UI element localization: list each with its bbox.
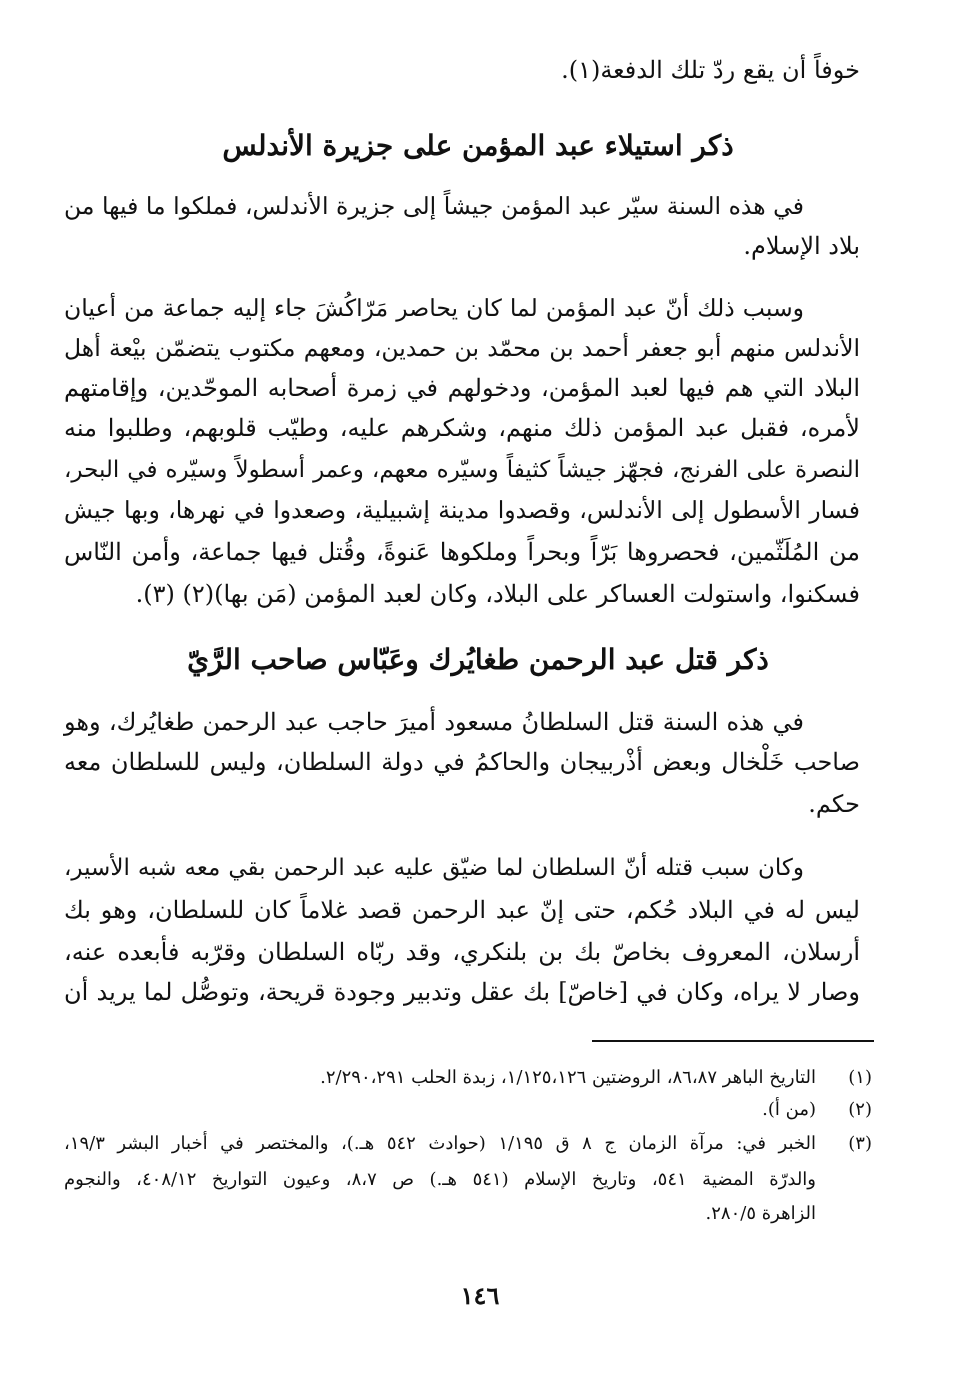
paragraph-line: النصرة على الفرنج، فجهّز جيشاً كثيفاً وسيّره معهم، وعمر أسطولاً وسيّره في البحر، [64,457,860,483]
footnote-rule [592,1040,874,1042]
paragraph-line: في هذه السنة قتل السلطانُ مسعود أميرَ حاجب عبد الرحمن طغايُرك، وهو [64,708,804,736]
section-heading-andalus: ذكر استيلاء عبد المؤمن على جزيرة الأندلس [222,129,734,162]
footnote-text: التاريخ الباهر ٨٦،٨٧، الروضتين ١/١٢٥،١٢٦، زبدة الحلب ٢/٢٩٠،٢٩١. [320,1067,816,1088]
footnote-number: (١) [848,1067,872,1088]
footnote-text: (من أ). [762,1099,816,1120]
paragraph-line: فسار الأسطول إلى الأندلس، وقصدوا مدينة إشبيلية، وصعدوا في نهرها، وبها جيش [64,496,860,524]
paragraph-line: وكان سبب قتله أنّ السلطان لما ضيّق عليه عبد الرحمن بقي معه شبه الأسير، [64,855,804,881]
paragraph-line: من المُلَثّمين، فحصروها بَرّاً وبحراً وملكوها عَنوةً، وقُتل فيها جماعة، وأمن النّاس [64,538,860,566]
paragraph-line: حكم. [808,790,860,818]
paragraph-line: في هذه السنة سيّر عبد المؤمن جيشاً إلى جزيرة الأندلس، فملكوا ما فيها من [64,192,804,220]
paragraph-line: أرسلان، المعروف بخاصّ بك بن بلنكري، وقد ربّاه السلطان وقرّبه فأبعده عنه، [64,938,860,966]
footnote-number: (٣) [848,1133,872,1154]
footnote-text: والدرّة المضية ٥٤١، وتاريخ الإسلام (٥٤١ هـ.) ص ٨،٧، وعيون التواريخ ٤٠٨/١٢، والنجوم [64,1169,817,1190]
footnote-text: الزاهرة ٢٨٠/٥. [705,1203,816,1224]
paragraph-line: فسكنوا، واستولت العساكر على البلاد، وكان لعبد المؤمن (مَن بها)(٢) (٣). [135,580,860,608]
section-heading-taghayurak: ذكر قتل عبد الرحمن طغايُرك وعَبّاس صاحب الرَّيّ [187,643,769,676]
paragraph-line: ليس له في البلاد حُكم، حتى إنّ عبد الرحمن قصد غلاماً كان للسلطان، وهو بك [64,896,860,924]
paragraph-line: صاحب خَلْخال وبعض أذْربيجان والحاكمُ في دولة السلطان، وليس للسلطان معه [64,748,860,776]
paragraph-line: وسبب ذلك أنّ عبد المؤمن لما كان يحاصر مَرّاكُشَ جاء إليه جماعة من أعيان [64,294,804,322]
paragraph-line: لأمره، فقبل عبد المؤمن ذلك منهم، وشكرهم عليه، وطيّب قلوبهم، وطلبوا منه [64,414,860,442]
footnote-text: الخبر في: مرآة الزمان ج ٨ ق ١/١٩٥ (حوادث ٥٤٢ هـ.)، والمختصر في أخبار البشر ١٩/٣، [64,1133,817,1154]
footnote-number: (٢) [848,1099,872,1120]
paragraph-line: بلاد الإسلام. [743,232,860,260]
paragraph-line: وصار لا يراه، وكان في [خاصّ] بك عقل وتدبير وجودة قريحة، وتوصُّل لما يريد أن [64,978,861,1006]
paragraph-line: البلاد التي هم فيها لعبد المؤمن، ودخولهم في زمرة أصحابه الموحّدين، وإقامتهم [64,374,860,402]
paragraph-line: الأندلس منهم أبو جعفر أحمد بن محمّد بن حمدين، ومعهم مكتوب يتضمّن بيْعة أهل [64,334,860,362]
page-number: ١٤٦ [460,1281,500,1310]
opening-line: خوفاً أن يقع ردّ تلك الدفعة(١). [561,56,860,84]
